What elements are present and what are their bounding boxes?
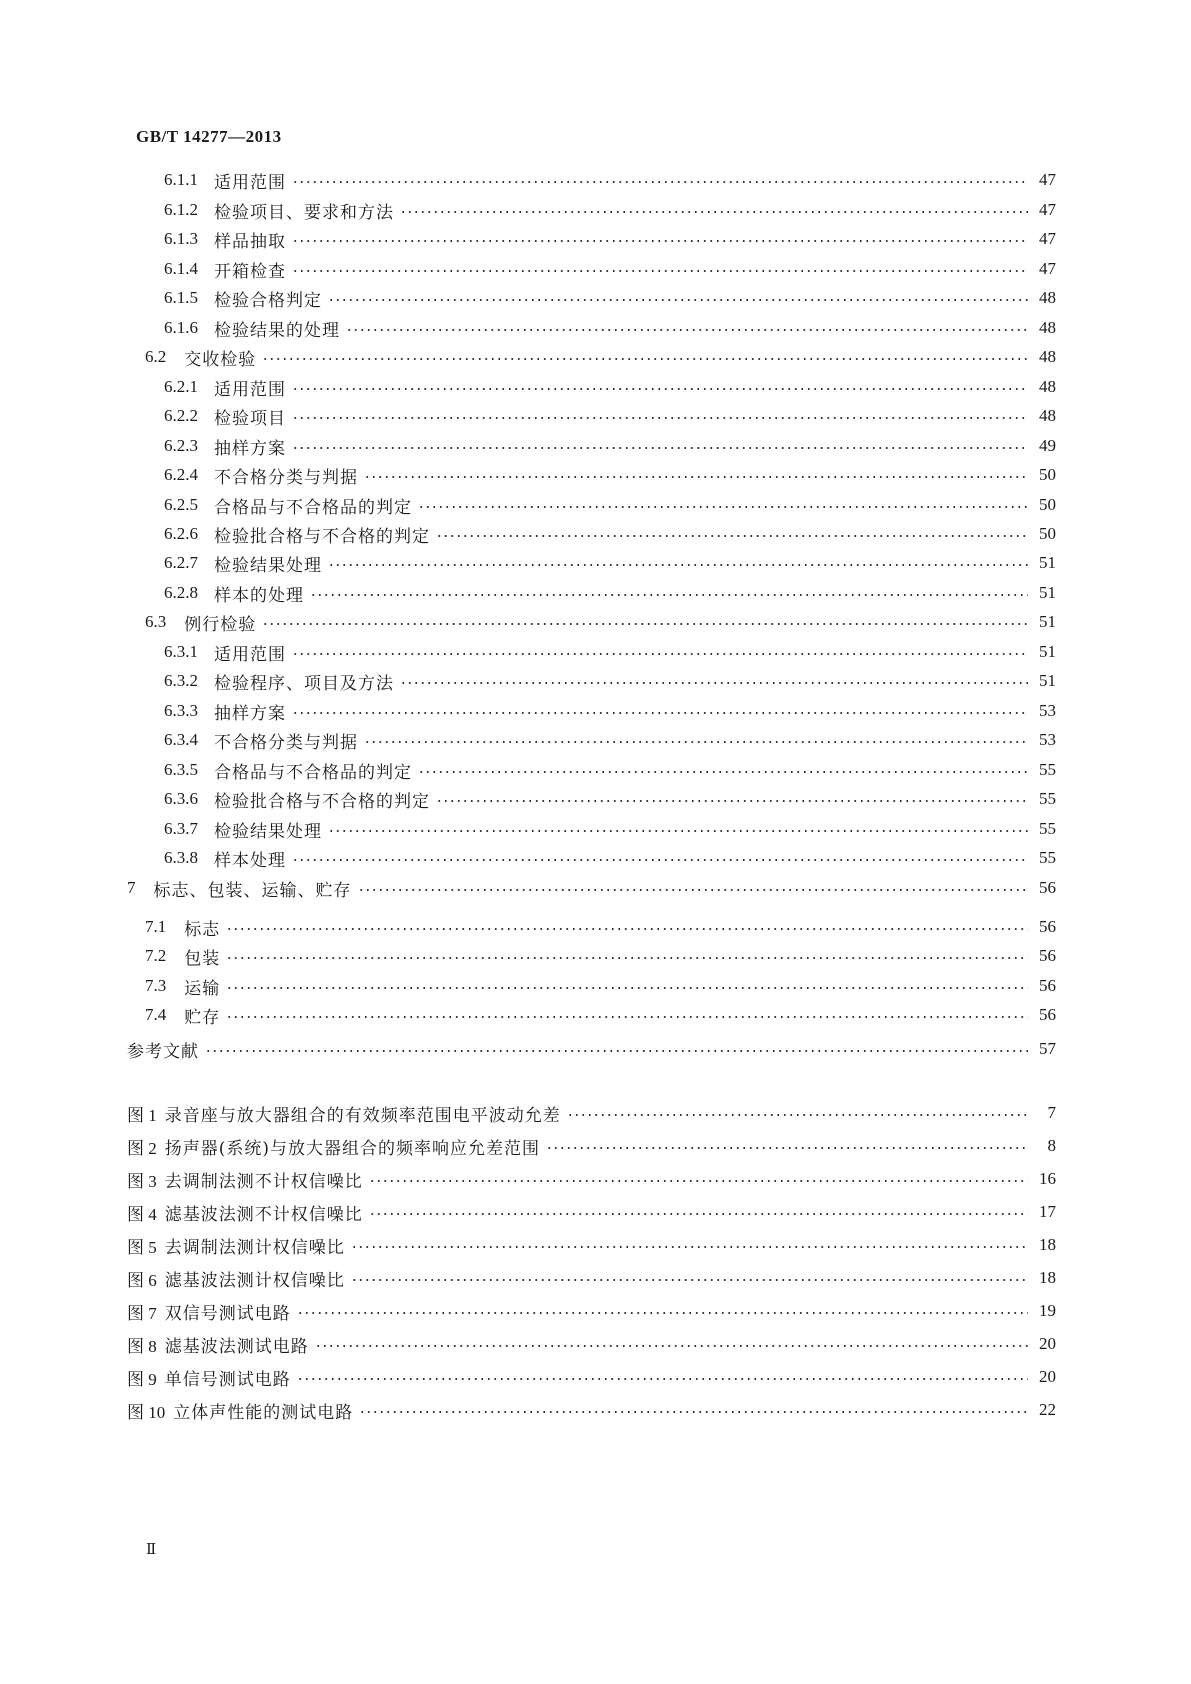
- toc-entry[interactable]: [145, 1002, 1056, 1028]
- entry-page-number: 7: [1047, 1103, 1056, 1122]
- dot-leader: [400, 211, 1028, 213]
- toc-entry[interactable]: [164, 698, 1056, 724]
- dot-leader: [358, 889, 1029, 891]
- entry-title: 检验结果的处理: [214, 320, 340, 341]
- dot-leader: [292, 388, 1028, 390]
- entry-title: 例行检验: [184, 614, 257, 635]
- entry-page-number: 56: [1039, 878, 1056, 897]
- dot-leader: [297, 1378, 1028, 1380]
- entry-page-number: 8: [1047, 1136, 1056, 1155]
- entry-number: 图 8: [127, 1336, 157, 1356]
- entry-title: 标志、包装、运输、贮存: [153, 880, 352, 901]
- entry-title: 检验程序、项目及方法: [214, 673, 394, 694]
- entry-title: 去调制法测计权信噪比: [164, 1237, 345, 1258]
- figure-list-entry[interactable]: [127, 1133, 1056, 1159]
- figure-list-entry[interactable]: [127, 1166, 1056, 1192]
- entry-number: 6.2.8: [164, 583, 198, 602]
- entry-title: 检验合格判定: [214, 290, 322, 311]
- toc-entry[interactable]: [164, 403, 1056, 429]
- entry-title: 滤基波法测不计权信噪比: [164, 1204, 363, 1225]
- entry-page-number: 51: [1039, 642, 1056, 661]
- entry-number: 6.1.2: [164, 200, 198, 219]
- dot-leader: [262, 623, 1028, 625]
- entry-number: 6.3: [145, 612, 167, 631]
- toc-entry[interactable]: [127, 1036, 1056, 1062]
- entry-number: 7.2: [145, 946, 167, 965]
- entry-page-number: 48: [1039, 406, 1056, 425]
- entry-title: 适用范围: [214, 379, 286, 400]
- entry-number: 6.3.7: [164, 819, 198, 838]
- entry-title: 抽样方案: [214, 438, 286, 459]
- dot-leader: [364, 741, 1028, 743]
- figure-list-entry[interactable]: [127, 1331, 1056, 1357]
- entry-number: 6.1.4: [164, 259, 198, 278]
- entry-number: 6.2: [145, 347, 167, 366]
- entry-number: 图 5: [127, 1237, 157, 1257]
- entry-title: 合格品与不合格品的判定: [214, 497, 412, 518]
- standard-code: GB/T 14277—2013: [136, 127, 282, 146]
- entry-page-number: 18: [1039, 1235, 1056, 1254]
- entry-number: 6.2.1: [164, 377, 198, 396]
- entry-title: 录音座与放大器组合的有效频率范围电平波动允差: [164, 1105, 561, 1126]
- entry-page-number: 56: [1039, 976, 1056, 995]
- toc-entry[interactable]: [164, 550, 1056, 576]
- entry-number: 6.3.5: [164, 760, 198, 779]
- entry-page-number: 17: [1039, 1202, 1056, 1221]
- entry-title: 抽样方案: [214, 703, 286, 724]
- entry-page-number: 48: [1039, 377, 1056, 396]
- dot-leader: [418, 771, 1028, 773]
- dot-leader: [292, 240, 1028, 242]
- entry-number: 6.1.1: [164, 170, 198, 189]
- entry-number: 6.1.6: [164, 318, 198, 337]
- entry-page-number: 18: [1039, 1268, 1056, 1287]
- entry-page-number: 50: [1039, 524, 1056, 543]
- entry-page-number: 55: [1039, 848, 1056, 867]
- entry-title: 样品抽取: [214, 231, 286, 252]
- entry-page-number: 48: [1039, 318, 1056, 337]
- toc-entry[interactable]: [145, 609, 1056, 635]
- dot-leader: [328, 299, 1028, 301]
- entry-number: 图 3: [127, 1171, 157, 1191]
- dot-leader: [436, 800, 1028, 802]
- dot-leader: [262, 358, 1028, 360]
- entry-number: 6.3.3: [164, 701, 198, 720]
- dot-leader: [364, 476, 1028, 478]
- entry-page-number: 50: [1039, 495, 1056, 514]
- dot-leader: [292, 653, 1028, 655]
- entry-title: 适用范围: [214, 172, 286, 193]
- entry-title: 去调制法测不计权信噪比: [164, 1171, 363, 1192]
- entry-page-number: 51: [1039, 583, 1056, 602]
- toc-entry[interactable]: [164, 197, 1056, 223]
- entry-number: 6.1.5: [164, 288, 198, 307]
- toc-entry[interactable]: [164, 727, 1056, 753]
- dot-leader: [328, 830, 1028, 832]
- entry-page-number: 47: [1039, 170, 1056, 189]
- figure-list-entry[interactable]: [127, 1199, 1056, 1225]
- entry-page-number: 47: [1039, 259, 1056, 278]
- entry-number: 6.3.8: [164, 848, 198, 867]
- entry-page-number: 56: [1039, 917, 1056, 936]
- toc-entry[interactable]: [164, 256, 1056, 282]
- dot-leader: [226, 987, 1028, 989]
- toc-entry[interactable]: [164, 521, 1056, 547]
- entry-number: 6.2.2: [164, 406, 198, 425]
- dot-leader: [292, 447, 1028, 449]
- entry-number: 图 9: [127, 1369, 157, 1389]
- entry-page-number: 49: [1039, 436, 1056, 455]
- entry-title: 扬声器(系统)与放大器组合的频率响应允差范围: [164, 1138, 541, 1159]
- toc-entry[interactable]: [164, 433, 1056, 459]
- entry-page-number: 57: [1039, 1039, 1056, 1058]
- figure-list-entry[interactable]: [127, 1298, 1056, 1324]
- toc-entry[interactable]: [164, 492, 1056, 518]
- dot-leader: [310, 594, 1028, 596]
- entry-number: 图 10: [127, 1402, 166, 1422]
- entry-title: 检验项目: [214, 408, 286, 429]
- entry-title: 检验项目、要求和方法: [214, 202, 394, 223]
- toc-entry[interactable]: [164, 639, 1056, 665]
- entry-title: 适用范围: [214, 644, 286, 665]
- entry-number: 6.2.5: [164, 495, 198, 514]
- dot-leader: [346, 329, 1028, 331]
- entry-number: 6.2.6: [164, 524, 198, 543]
- entry-number: 图 6: [127, 1270, 157, 1290]
- entry-number: 6.1.3: [164, 229, 198, 248]
- toc-entry[interactable]: [164, 786, 1056, 812]
- entry-number: 6.3.4: [164, 730, 198, 749]
- entry-title: 检验结果处理: [214, 821, 322, 842]
- toc-entry[interactable]: [164, 845, 1056, 871]
- figure-list-entry[interactable]: [127, 1232, 1056, 1258]
- entry-title: 不合格分类与判据: [214, 467, 358, 488]
- entry-title: 立体声性能的测试电路: [173, 1402, 354, 1423]
- entry-title: 单信号测试电路: [164, 1369, 291, 1390]
- entry-page-number: 55: [1039, 789, 1056, 808]
- entry-page-number: 56: [1039, 1005, 1056, 1024]
- entry-page-number: 56: [1039, 946, 1056, 965]
- dot-leader: [351, 1246, 1028, 1248]
- dot-leader: [351, 1279, 1028, 1281]
- toc-entry[interactable]: [164, 668, 1056, 694]
- entry-title: 检验批合格与不合格的判定: [214, 791, 430, 812]
- entry-title: 标志: [184, 919, 221, 940]
- entry-page-number: 47: [1039, 200, 1056, 219]
- entry-title: 检验批合格与不合格的判定: [214, 526, 430, 547]
- entry-page-number: 16: [1039, 1169, 1056, 1188]
- entry-number: 6.3.1: [164, 642, 198, 661]
- entry-number: 6.2.3: [164, 436, 198, 455]
- entry-number: 6.2.4: [164, 465, 198, 484]
- dot-leader: [567, 1114, 1028, 1116]
- entry-title: 双信号测试电路: [164, 1303, 291, 1324]
- dot-leader: [400, 682, 1028, 684]
- dot-leader: [546, 1147, 1028, 1149]
- entry-page-number: 22: [1039, 1400, 1056, 1419]
- toc-entry[interactable]: [164, 167, 1056, 193]
- toc-entry[interactable]: [164, 580, 1056, 606]
- entry-number: 图 4: [127, 1204, 157, 1224]
- entry-page-number: 20: [1039, 1334, 1056, 1353]
- dot-leader: [369, 1180, 1028, 1182]
- entry-title: 贮存: [184, 1007, 221, 1028]
- entry-page-number: 19: [1039, 1301, 1056, 1320]
- entry-title: 滤基波法测计权信噪比: [164, 1270, 345, 1291]
- entry-title: 交收检验: [184, 349, 257, 370]
- dot-leader: [292, 417, 1028, 419]
- entry-number: 6.2.7: [164, 553, 198, 572]
- entry-number: 图 2: [127, 1138, 157, 1158]
- dot-leader: [292, 270, 1028, 272]
- figure-list-entry[interactable]: [127, 1397, 1056, 1423]
- entry-page-number: 47: [1039, 229, 1056, 248]
- entry-number: 6.3.6: [164, 789, 198, 808]
- dot-leader: [315, 1345, 1028, 1347]
- page-number: Ⅱ: [146, 1542, 157, 1558]
- toc-entry[interactable]: [145, 344, 1056, 370]
- toc-entry[interactable]: [164, 315, 1056, 341]
- dot-leader: [292, 859, 1028, 861]
- dot-leader: [297, 1312, 1028, 1314]
- figure-list-entry[interactable]: [127, 1265, 1056, 1291]
- entry-page-number: 48: [1039, 347, 1056, 366]
- entry-number: 7.1: [145, 917, 167, 936]
- entry-title: 包装: [184, 948, 221, 969]
- entry-page-number: 50: [1039, 465, 1056, 484]
- figure-list-entry[interactable]: [127, 1100, 1056, 1126]
- entry-page-number: 51: [1039, 553, 1056, 572]
- entry-title: 开箱检查: [214, 261, 286, 282]
- dot-leader: [226, 957, 1028, 959]
- entry-page-number: 48: [1039, 288, 1056, 307]
- entry-number: 6.3.2: [164, 671, 198, 690]
- dot-leader: [226, 928, 1028, 930]
- toc-entry[interactable]: [164, 816, 1056, 842]
- entry-page-number: 51: [1039, 671, 1056, 690]
- dot-leader: [436, 535, 1028, 537]
- entry-title: 不合格分类与判据: [214, 732, 358, 753]
- dot-leader: [328, 564, 1028, 566]
- entry-title: 样本的处理: [214, 585, 304, 606]
- entry-title: 运输: [184, 978, 221, 999]
- entry-title: 样本处理: [214, 850, 286, 871]
- entry-title: 合格品与不合格品的判定: [214, 762, 412, 783]
- entry-page-number: 53: [1039, 701, 1056, 720]
- entry-number: 7.4: [145, 1005, 167, 1024]
- entry-number: 7: [127, 878, 136, 897]
- toc-entry[interactable]: [164, 226, 1056, 252]
- dot-leader: [205, 1050, 1028, 1052]
- toc-entry[interactable]: [145, 943, 1056, 969]
- entry-page-number: 53: [1039, 730, 1056, 749]
- entry-page-number: 20: [1039, 1367, 1056, 1386]
- toc-entry[interactable]: [164, 285, 1056, 311]
- dot-leader: [292, 181, 1028, 183]
- toc-entry[interactable]: [164, 757, 1056, 783]
- entry-number: 图 7: [127, 1303, 157, 1323]
- dot-leader: [226, 1016, 1028, 1018]
- toc-entry[interactable]: [145, 973, 1056, 999]
- entry-page-number: 55: [1039, 760, 1056, 779]
- entry-page-number: 55: [1039, 819, 1056, 838]
- entry-title: 参考文献: [127, 1041, 199, 1062]
- entry-title: 检验结果处理: [214, 555, 322, 576]
- dot-leader: [359, 1411, 1028, 1413]
- entry-title: 滤基波法测试电路: [164, 1336, 309, 1357]
- entry-page-number: 51: [1039, 612, 1056, 631]
- toc-entry[interactable]: [164, 374, 1056, 400]
- toc-entry[interactable]: [164, 462, 1056, 488]
- dot-leader: [418, 506, 1028, 508]
- figure-list-entry[interactable]: [127, 1364, 1056, 1390]
- dot-leader: [292, 712, 1028, 714]
- entry-number: 图 1: [127, 1105, 157, 1125]
- toc-entry[interactable]: [127, 875, 1056, 901]
- dot-leader: [369, 1213, 1028, 1215]
- toc-entry[interactable]: [145, 914, 1056, 940]
- entry-number: 7.3: [145, 976, 167, 995]
